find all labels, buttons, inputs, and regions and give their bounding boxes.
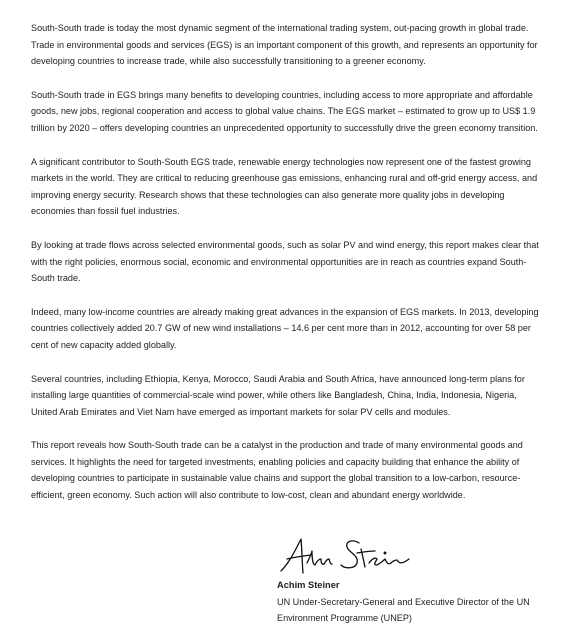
handwritten-signature bbox=[275, 533, 415, 577]
paragraph-5: Indeed, many low-income countries are already making great advances in the expansion of EGS markets. In 2013, developing countries collectively added 20.7 GW of new wind installations – 14.6 per cent more than in 2012, accounting for over 58 per cent of new capacity added globally. bbox=[31, 306, 539, 350]
paragraph-6: Several countries, including Ethiopia, Kenya, Morocco, Saudi Arabia and South Africa, have announced long-term plans for installing large quantities of commercial-scale wind power, while others like Bangladesh, China, India, Indonesia, Nigeria, United Arab Emirates and Viet Nam have emerged as important markets for solar PV cells and modules. bbox=[31, 373, 525, 417]
signature-block bbox=[275, 533, 555, 626]
signatory-title-line-2: Environment Programme (UNEP) bbox=[277, 612, 412, 623]
paragraph-7: This report reveals how South-South trade can be a catalyst in the production and trade of many environmental goods and services. It highlights the need for targeted investments, enabling policies and capacity building that enhance the ability of developing countries to participate in sustainable value chains and support the global transition to a low-carbon, resource-efficient, green economy. Such action will also contribute to low-cost, clean and abundant energy worldwide. bbox=[31, 440, 523, 501]
paragraph-3: A significant contributor to South-South EGS trade, renewable energy technologies now represent one of the fastest growing markets in the world. They are critical to reducing greenhouse gas emissions, enhancing rural and off-grid energy access, and improving energy security. Research shows that these technologies can also generate more quality jobs in developing economies than fossil fuel industries. bbox=[31, 156, 538, 217]
paragraph-2: South-South trade in EGS brings many benefits to developing countries, including access to more appropriate and affordable goods, new jobs, regional cooperation and access to global value chains. The EGS market – estimated to grow up to US$ 1.9 trillion by 2020 – offers developing countries an unprecedented opportunity to successfully drive the green economy transition. bbox=[31, 89, 538, 133]
foreword-body bbox=[31, 20, 541, 521]
paragraph-1: South-South trade is today the most dynamic segment of the international trading system, out-pacing growth in global trade. Trade in environmental goods and services (EGS) is an important component of this growth, and represents an opportunity for developing countries to increase trade, while also successfully transitioning to a greener economy. bbox=[31, 23, 538, 67]
signatory-title-line-1: UN Under-Secretary-General and Executive Director of the UN bbox=[277, 597, 530, 607]
paragraph-4: By looking at trade flows across selected environmental goods, such as solar PV and wind energy, this report makes clear that with the right policies, enormous social, economic and environmental opportunities are in reach as countries expand South-South trade. bbox=[31, 239, 539, 284]
signatory-name: Achim Steiner bbox=[277, 580, 340, 590]
